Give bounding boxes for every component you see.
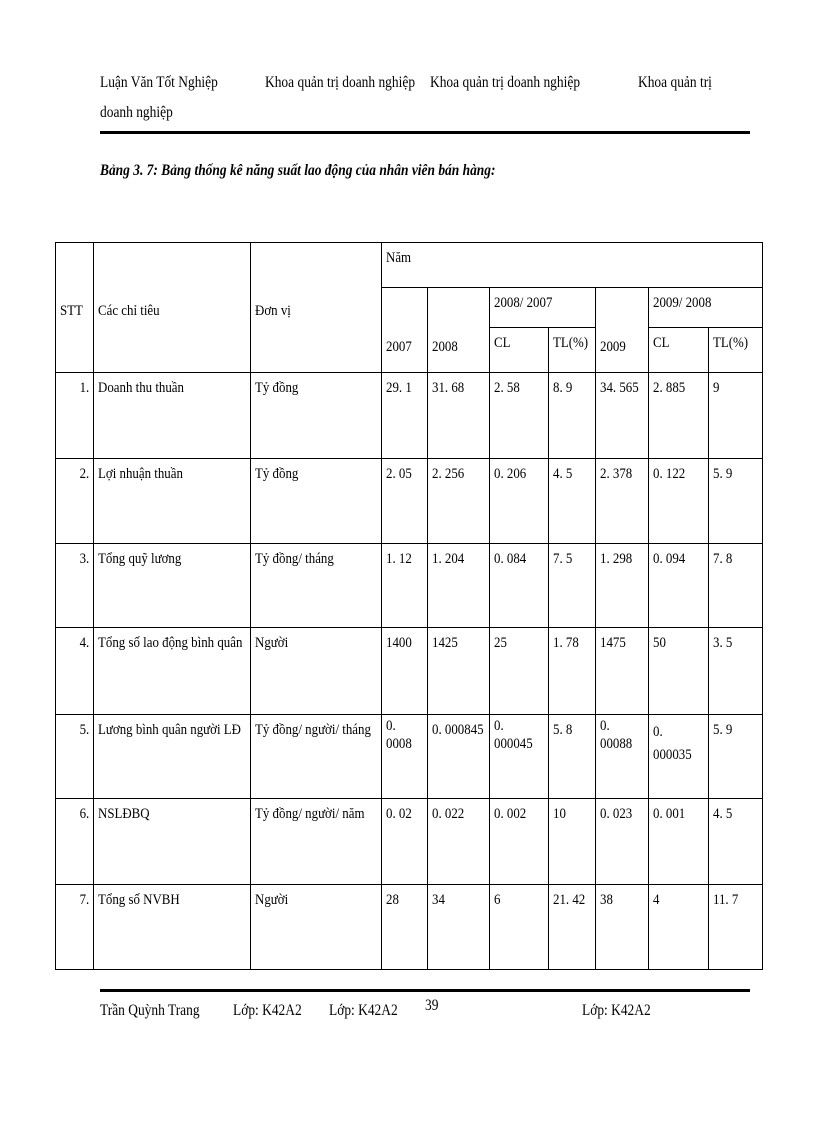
footer-rule xyxy=(100,989,750,992)
cell-2007: 0. 0008 xyxy=(382,715,428,799)
cell-tl-2: 5. 9 xyxy=(709,715,763,799)
cell-2008: 1. 204 xyxy=(428,544,490,628)
footer-class-3: Lớp: K42A2 xyxy=(582,1002,651,1019)
cell-tl-1: 4. 5 xyxy=(549,459,596,544)
header-2009-2008: 2009/ 2008 xyxy=(649,288,763,328)
table-row xyxy=(56,373,763,459)
table-row xyxy=(56,799,763,885)
header-2009: 2009 xyxy=(596,288,649,373)
cell-tl-2: 4. 5 xyxy=(709,799,763,885)
cell-cl-1: 25 xyxy=(490,628,549,715)
cell-cl-1: 0. 000045 xyxy=(490,715,549,799)
table-caption: Bảng 3. 7: Bảng thống kê năng suất lao động của nhân viên bán hàng: xyxy=(100,162,496,179)
cell-cl-1: 0. 206 xyxy=(490,459,549,544)
cell-tl-2: 5. 9 xyxy=(709,459,763,544)
cell-stt: 5. xyxy=(56,715,94,799)
cell-stt: 4. xyxy=(56,628,94,715)
cell-cl-1: 6 xyxy=(490,885,549,970)
footer-class-1: Lớp: K42A2 xyxy=(233,1002,302,1019)
cell-stt: 7. xyxy=(56,885,94,970)
page-number: 39 xyxy=(425,997,439,1014)
cell-indicator: Tổng số NVBH xyxy=(94,885,251,970)
cell-2009: 0. 023 xyxy=(596,799,649,885)
cell-indicator: Lương bình quân người LĐ xyxy=(94,715,251,799)
cell-tl-2: 9 xyxy=(709,373,763,459)
cell-cl-2: 0. 122 xyxy=(649,459,709,544)
cell-tl-2: 11. 7 xyxy=(709,885,763,970)
cell-cl-2: 2. 885 xyxy=(649,373,709,459)
cell-2009: 38 xyxy=(596,885,649,970)
header-faculty-2: Khoa quản trị doanh nghiệp xyxy=(430,74,581,91)
cell-cl-2: 0. 000035 xyxy=(649,715,709,799)
cell-unit: Người xyxy=(251,885,382,970)
header-tl-1: TL(%) xyxy=(549,328,596,373)
cell-indicator: Lợi nhuận thuần xyxy=(94,459,251,544)
cell-cl-1: 0. 002 xyxy=(490,799,549,885)
cell-stt: 3. xyxy=(56,544,94,628)
cell-2008: 34 xyxy=(428,885,490,970)
cell-unit: Người xyxy=(251,628,382,715)
header-faculty-3: Khoa quản trị xyxy=(638,74,712,91)
cell-unit: Tỷ đồng/ người/ năm xyxy=(251,799,382,885)
cell-cl-2: 50 xyxy=(649,628,709,715)
cell-2007: 2. 05 xyxy=(382,459,428,544)
cell-tl-2: 3. 5 xyxy=(709,628,763,715)
cell-2008: 0. 000845 xyxy=(428,715,490,799)
cell-2008: 0. 022 xyxy=(428,799,490,885)
footer-author: Trần Quỳnh Trang xyxy=(100,1002,200,1019)
cell-2009: 1475 xyxy=(596,628,649,715)
cell-tl-2: 7. 8 xyxy=(709,544,763,628)
cell-indicator: NSLĐBQ xyxy=(94,799,251,885)
header-tl-2: TL(%) xyxy=(709,328,763,373)
cell-2009: 0. 00088 xyxy=(596,715,649,799)
cell-unit: Tỷ đồng xyxy=(251,459,382,544)
header-2008-2007: 2008/ 2007 xyxy=(490,288,596,328)
cell-2009: 2. 378 xyxy=(596,459,649,544)
cell-2007: 0. 02 xyxy=(382,799,428,885)
header-2008: 2008 xyxy=(428,288,490,373)
cell-cl-1: 0. 084 xyxy=(490,544,549,628)
header-rule xyxy=(100,131,750,134)
cell-cl-2: 0. 094 xyxy=(649,544,709,628)
cell-2008: 31. 68 xyxy=(428,373,490,459)
cell-stt: 1. xyxy=(56,373,94,459)
header-faculty-3-cont: doanh nghiệp xyxy=(100,104,173,121)
cell-tl-1: 10 xyxy=(549,799,596,885)
header-cl-1: CL xyxy=(490,328,549,373)
statistics-table xyxy=(55,242,763,970)
cell-unit: Tỷ đồng/ tháng xyxy=(251,544,382,628)
cell-tl-1: 1. 78 xyxy=(549,628,596,715)
header-unit: Đơn vị xyxy=(251,243,382,373)
cell-indicator: Tổng quỹ lương xyxy=(94,544,251,628)
header-stt: STT xyxy=(56,243,94,373)
table-row xyxy=(56,459,763,544)
cell-2007: 29. 1 xyxy=(382,373,428,459)
cell-cl-2: 4 xyxy=(649,885,709,970)
footer-class-2: Lớp: K42A2 xyxy=(329,1002,398,1019)
cell-indicator: Doanh thu thuần xyxy=(94,373,251,459)
header-2007: 2007 xyxy=(382,288,428,373)
table-row xyxy=(56,885,763,970)
cell-stt: 2. xyxy=(56,459,94,544)
cell-2007: 1. 12 xyxy=(382,544,428,628)
cell-tl-1: 7. 5 xyxy=(549,544,596,628)
cell-2009: 1. 298 xyxy=(596,544,649,628)
header-thesis-title: Luận Văn Tốt Nghiệp xyxy=(100,74,218,91)
header-year: Năm xyxy=(382,243,763,288)
cell-cl-1: 2. 58 xyxy=(490,373,549,459)
header-faculty-1: Khoa quản trị doanh nghiệp xyxy=(265,74,416,91)
cell-cl-2: 0. 001 xyxy=(649,799,709,885)
cell-stt: 6. xyxy=(56,799,94,885)
cell-tl-1: 8. 9 xyxy=(549,373,596,459)
cell-tl-1: 21. 42 xyxy=(549,885,596,970)
header-indicator: Các chỉ tiêu xyxy=(94,243,251,373)
cell-unit: Tỷ đồng xyxy=(251,373,382,459)
cell-2007: 28 xyxy=(382,885,428,970)
table-row xyxy=(56,544,763,628)
table-row xyxy=(56,715,763,799)
cell-unit: Tỷ đồng/ người/ tháng xyxy=(251,715,382,799)
cell-tl-1: 5. 8 xyxy=(549,715,596,799)
cell-2008: 2. 256 xyxy=(428,459,490,544)
cell-2009: 34. 565 xyxy=(596,373,649,459)
header-cl-2: CL xyxy=(649,328,709,373)
cell-2007: 1400 xyxy=(382,628,428,715)
table-row xyxy=(56,628,763,715)
cell-2008: 1425 xyxy=(428,628,490,715)
cell-indicator: Tổng số lao động bình quân xyxy=(94,628,251,715)
